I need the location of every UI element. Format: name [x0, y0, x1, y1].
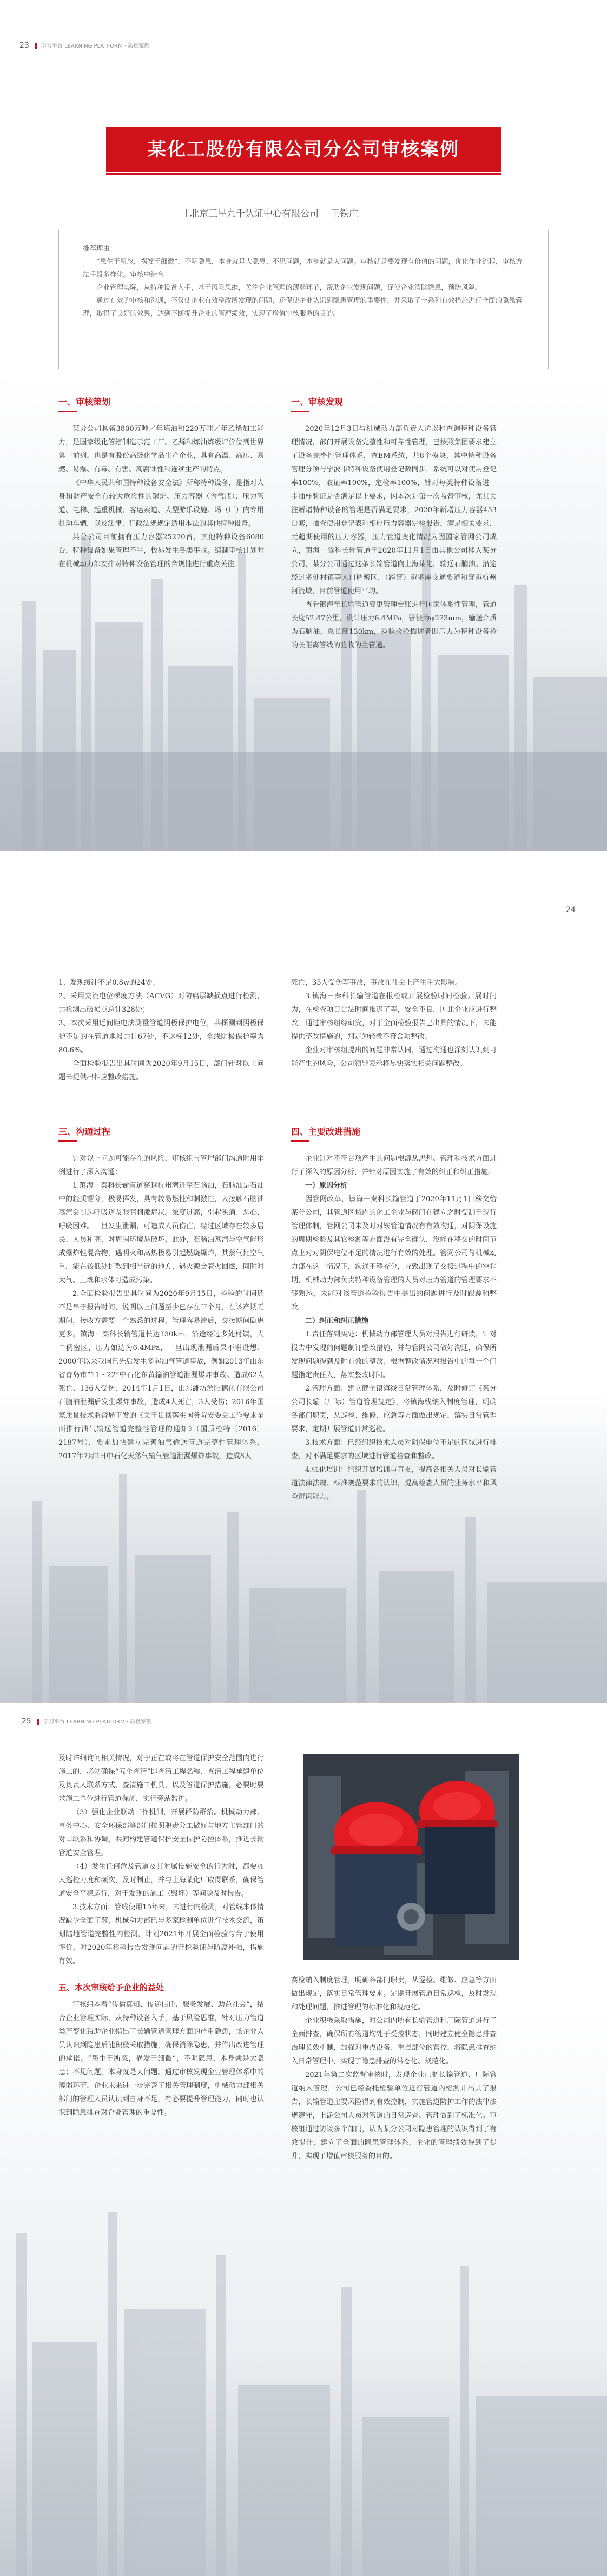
section-heading: 一、审核策划 [58, 395, 110, 412]
paragraph: 2021年第二次监督审核时，发现企业已把长输管道、厂际管道纳入管理，公司已经委托检验单位进行管道内检测并出具了报告，长输管道主要风险得到有效控制，实施管道防护工作的法律法规遵守，上游公司人员对管道的日常巡查、管理做到了标准化。审核组通过访谈多个部门，认为某分公司对隐患管理的认识得到了有效提升，建立了全面的隐患管理体系，企业的管理绩效得到了提升，实现了增值审核服务的目的。 [291, 2071, 497, 2160]
paragraph: 及时详细询问相关情况，对于正在或将在管道保护安全范围内进行施工的，必须确保“五个查清”即查清工程名称、查清工程承建单位及负责人联系方式、查清施工机具，以及管道保护措施，必要时要求施工单位进行管道探测，实行旁站监护。 [58, 1754, 264, 1803]
paragraph: 因管网改革，镇海－秦科长输管道于2020年11月1日移交给某分公司，其管道区域内的化工企业与阀门在建立之时受制于现行管理体制，管网公司未及时对铁管道情况有有效沟通，对阴保设施的周期检验及其它检测等方面没有完全确认，没能在移交的时间节点上对对阴保电位不足的情况进行有效的处理。管网公司与机械动力部在这一情况下，沟通不够充分，导致出现了交接过程中的空档期，机械动力部负责特种设备管理的人员对压力管道的管理要求不够熟悉，未能对该管道检验报告中提出的问题进行及时跟踪和整改。 [291, 1195, 497, 1312]
text-column-left [58, 422, 264, 571]
list-item: 2、采用交流电位梯度方法（ACVG）对防腐层缺损点进行检测，共检测出破损点总计328处； [58, 992, 264, 1014]
paragraph: （3）强化企业联动工作机制，开展群防群治。机械动力部、事务中心、安全环保部等部门按照职责分工做好与地方主管部门的对口联系和协调，共同构建管道保护安全保护防控体系，推进长输管道安全管理。 [58, 1808, 264, 1857]
section-heading: 五、本次审核给予企业的益处 [58, 1983, 164, 1992]
subheading: 二）纠正和纠正措施 [305, 1317, 369, 1325]
section-heading: 一、审核发现 [291, 395, 343, 412]
abstract-box [58, 230, 549, 369]
paragraph: 查看镇海至长输管道变更管理台账进行国家体系性管理，管道长度52.47公里，设计压力6.4MPa，管径为φ273mm，输送介质为石脑油，总长度130km，检验检验描述者即压力为特种设备检的长距离管线的验收的主管通。 [291, 601, 497, 650]
text-column-right [291, 422, 497, 652]
text-column-right-top [291, 976, 497, 1071]
article-title: 某化工股份有限公司分公司审核案例 [106, 127, 501, 172]
page-header [22, 1717, 151, 1726]
paragraph: 企业积极采取措施，对公司内所有长输管道和厂际管道进行了全面排查，确保所有管道均处于受控状态，同时建立健全隐患排查治理长效机制，加强对重点设备、重点部位的管控，将隐患排查纳入日常管理中，实现了隐患排查的常态化、规范化。 [291, 2017, 497, 2066]
paragraph: （4）发生任何危及管道及其附属设施安全的行为时，都要加大巡检力度和频次，及时制止，并与上海某化厂取得联系，确保管道安全平稳运行，对于发现的施工（毁坏）等问题及时报告。 [58, 1863, 264, 1898]
paragraph: 2.管理方面：建立健全镇海线日常管理体系，及时修订《某分公司长输（厂际）管道管理规定》，将镇海线纳入制度管理，明确各部门职责，从巡检、维修、应急等方面做出规定，落实日常管理要求，定期开展管道日常巡检。 [291, 1385, 497, 1433]
paragraph: 死亡，35人受伤等事故，事故在社会上产生重大影响。 [291, 979, 462, 987]
list-item: 3、本次采用近间距电法测量管道阴极保护电位，共探测到阴极保护不足的在管道地段共计67处，不达标12处，全线阴极保护率为80.6%。 [58, 1019, 264, 1054]
header-bar [35, 43, 37, 49]
section-heading: 三、沟通过程 [58, 1125, 110, 1142]
paragraph: 《中华人民共和国特种设备安全法》所称特种设备，是指对人身和财产安全有较大危险性的锅炉、压力容器（含气瓶）、压力管道、电梯、起重机械、客运索道、大型游乐设施、场（厂）内专用机动车辆，以及法律、行政法规规定适用本法的其他特种设备。 [58, 479, 264, 528]
abstract-para: 企业管理实际，从特种设备入手，基于风险思维，关注企业管理的薄弱环节，帮助企业发现问题，促使企业消除隐患，预防风险。 [96, 283, 482, 291]
paragraph: 3.技术方面：管线使用15年来，未进行内检测，对管线本体情况缺少全面了解，机械动力部已与多家检测单位进行技术交流，策划陆地管道完整性内检测，计划2021年开展全面检验与合于使用评价，对2020年检验报告发现问题的开挖验证与防腐补强，措施有效。 [58, 1903, 264, 1965]
paragraph: 4.强化培训：组织开展培训与宣贯，提高各相关人员对长输管道法律法规、标准规范要求的认识，提高检查人员的业务水平和风险辨识能力。 [291, 1466, 497, 1501]
workers-photo [303, 1754, 519, 1960]
paragraph: 全面检验报告出具时间为2020年9月15日，部门针对以上问题未提供出相应整改措施。 [58, 1060, 264, 1081]
title-underline [106, 173, 501, 175]
header-bar [37, 1719, 39, 1725]
page-1 [0, 0, 607, 851]
page-header [19, 41, 149, 50]
text-column-left [58, 1152, 264, 1463]
header-label: 学习平台 LEARNING PLATFORM · 质量案例 [43, 1719, 152, 1725]
list-item: 1、发现缓冲不足0.8w的24处； [58, 979, 160, 987]
paragraph: 赛检纳入制度管理，明确各部门职责，从巡检、维修、应急等方面做出规定，落实日常管理要求。定期开展管道日常巡检，及时发现和处理问题，推进管理的标准化和规范化。 [291, 1976, 497, 2011]
abstract-label: 推荐理由： [83, 244, 117, 252]
page-2 [0, 851, 607, 1703]
abstract-para: “患生于所忽，祸发于细微”，不明隐患，本身就是大隐患；不见问题，本身就是大问题。审核就是要发现有价值的问题，优化作业流程，审核方法手段多样化。审核中结合 [83, 257, 523, 278]
page-3 [0, 1703, 607, 2576]
text-column-right [291, 1152, 497, 1504]
header-label: 学习平台 LEARNING PLATFORM · 质量案例 [41, 43, 150, 49]
checkbox-icon [179, 209, 187, 217]
page-number: 23 [19, 41, 29, 50]
page-number: 25 [22, 1717, 31, 1726]
text-column-left [58, 1752, 264, 2120]
paragraph: 针对以上问题可能存在的风险，审核组与管理部门沟通时用举例进行了深入沟通： [58, 1155, 264, 1176]
paragraph: 企业针对不符合项产生的问题根源从思想、管理和技术方面进行了深入的原因分析，并针对原因实施了有效的纠正和纠正措施。 [291, 1155, 497, 1176]
paragraph: 企业对审核组提出的问题非常认同，通过沟通也深刻认识到可能产生的风险，公司领导表示将尽快落实相关问题整改。 [291, 1046, 497, 1068]
author-name: 王铁庄 [331, 208, 358, 219]
paragraph: 某分公司具备3800万吨／年炼油和220万吨／年乙烯加工能力，是国家级化管辖制造示范工厂。乙烯和炼油炼级评价位列世界第一前列。也是有股份高级化学品生产企业，具有高温、高压、易燃、易爆、有毒、有害、高腐蚀性和连续生产的特点。 [58, 425, 264, 474]
paragraph: 3.镇海－秦科长输管道在报检或开展检验时间检验开展时间为，在检查项目合法时间推迟了等，安全不良，因此企业应进行整改。通过审核组经研究，对于全面检验报告已出具的情况下，未能提供整改措施的，判定为轻微不符合项整改。 [291, 992, 497, 1041]
paragraph: 某分公司目前拥有压力容器25270台，其他特种设备6080台，特种设备如果管理不当，极易发生各类事故。编制审核计划时在机械动力部安排对特种设备管理的合规性进行重点关注。 [58, 533, 264, 568]
paragraph: 2020年12月3日与机械动力部负责人访谈和查询特种设备管理情况，部门开展设备完整性和可靠性管理，已按照集团要求建立了设备完整性管理体系，查EM系统，共8个模块，其中特种设备管理分项与宁波市特种设备使用登记数同步，系统可以对使用登记率100%，取证率100%，定检率100%，针对每类特种设备进一步抽样验证是否满足以上要求，因本次是第一次监督审核，尤其关注新增特种设备的管理是否满足要求，2020年新增压力容器453台套，抽查使用登记表和相应压力容器定检报告，满足相关要求，无超期使用的压力容器，压力管道变化情况为因国家管网公司成立，镇海－腾科长输管道于2020年11月1日由其他公司移入某分公司，某分公司通过这条长输管道向上海某化厂输送石脑油。沿途经过多处村镇等人口稠密区，（跨穿）越多座交通要道和穿越杭州河流域，目前管道使用平均。 [291, 425, 497, 595]
text-column-left-top [58, 976, 264, 1084]
paragraph: 2.全面检验报告出具时间为2020年9月15日，检验的时间还不是早于报告时间，说明以上问题至少已存在三个月，在该产期无期间，接收方需要一个熟悉的过程，管理容易滞后，交接期间隐患更多。镇海－秦科长输管道长达130km，沿途经过多处村镇，人口稠密区，压力如达为6.4MPa，一旦出现泄漏后果不堪设想。2000年以来我国已先后发生多起油气管道事故，例如2013年山东省青岛市“11・22”中石化东黄输油管道泄漏爆炸事故。造成62人死亡、136人受伤，2014年1月1日，山东潍坊滨阳德化有限公司石脑油泄漏后发生爆炸事故，造成4人死亡，3人受伤；2016年国家质量技术监督局下发的《关于贯彻落实国务院安委会工作要求全面推行油气输送管道完整性管理的通知》（国质检特〔2016〕2197号），要求加快建立完善油气输送管道完整性管理体系。2017年7月2日中石化天然气输气管道泄漏爆炸事故，造成8人 [58, 1290, 264, 1460]
section-heading: 四、主要改进措施 [291, 1125, 360, 1142]
abstract-para: 通过有效的审核和沟通，不仅使企业有效整改所发现的问题，还促使企业认识到隐患管理的重要性，并采取了一系列有效措施进行全面的隐患管理，取得了良好的效果，达到不断提升企业的管理绩效，实现了增值审核服务的目的。 [83, 296, 523, 317]
author-line [179, 206, 358, 219]
paragraph: 1.镇海－秦科长输管道穿越杭州湾进至石脑油，石脑油是石油中的轻质馏分，极易挥发，具有较易燃性和刺激性，人接触石脑油蒸汽会引起呼吸道及眼睛刺激症状。浓度过高，引起头痛、恶心、呼吸困难。一旦发生泄漏，可造成人员伤亡，经过区域存在较多居民、人员和高，对周围环境易破坏。此外，石脑油蒸汽与空气能形成爆炸性混合物，遇明火和高热极易引起燃烧爆炸，其蒸气比空气重，能在较低处扩散到相当远的地方，遇火源会着火回燃，同时对大气、土壤和水体可造成污染。 [58, 1182, 264, 1284]
page-number: 24 [566, 906, 576, 914]
paragraph: 1.责任落到实处：机械动力部管理人员对报告进行研读，针对报告中发现的问题制订整改措施，并与管网公司做好沟通，确保所发现问题得到及时有效的整改；根据整改情况对报告中的每一个问题指定责任人，落实整改时间。 [291, 1330, 497, 1379]
author-org: 北京三星九千认证中心有限公司 [190, 208, 319, 219]
paragraph: 审核组本着“传播真知、传递信任、服务发展、助益社会”，结合企业管理实际，从特种设备入手，基于风险思维，针对压力管道类产变化帮助企业指出了长输管道管理方面的严重隐患，该企业人员认识到隐患后能积极采取措施，确保消除隐患，并作出改进管理的承诺。“患生于所忽，祸发于细微”，不明隐患，本身就是大隐患；不见问题，本身就是大问题。通过审核发现企业管理体系中的薄弱环节，企业未来进一步完善了相关管理制度，机械动力部相关部门的管理人员认识到自身不足，有必要提升管理能力，同时也认识到隐患排查对企业管理的重要性。 [58, 2001, 264, 2117]
subheading: 一）原因分析 [305, 1182, 348, 1190]
text-column-right [291, 1974, 497, 2163]
paragraph: 3.技术方面：已经组织技术人员对阴保电位不足的区域进行排查，对不满足要求的区域进行管道检查和整改。 [291, 1439, 497, 1460]
